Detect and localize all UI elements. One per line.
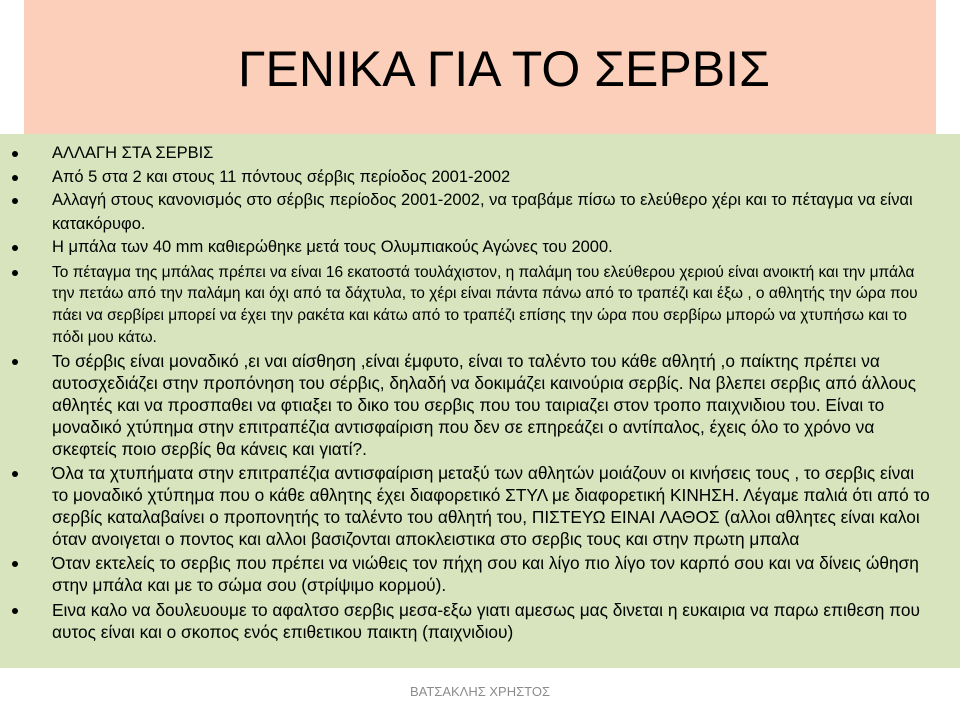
bullet-item <box>12 236 932 260</box>
slide-title: ΓΕΝΙΚΑ ΓΙΑ ΤΟ ΣΕΡΒΙΣ <box>238 41 770 97</box>
bullet-item <box>12 189 932 236</box>
bullet-item <box>12 600 932 644</box>
bullet-dot-icon <box>12 151 18 157</box>
bullet-text: Εινα καλο να δουλευουμε το αφαλτσο σερβις μεσα-εξω γιατι αμεσως μας δινεται η ευκαιρια να παρω επιθεση που αυτος είναι και ο σκοπος ενός επιθετικου παικτη (παιχνιδιου) <box>52 600 920 642</box>
bullet-text: Όταν εκτελείς το σερβις που πρέπει να νιώθεις τον πήχη σου και λίγο πιο λίγο τον καρπό σου και να δίνεις ώθηση στην μπάλα και με το σώμα σου (στρίψιμο κορμού). <box>52 553 919 596</box>
bullet-text: Αλλαγή στους κανονισμός στο σέρβις περίοδος 2001-2002, να τραβάμε πίσω το ελεύθερο χέρι και το πέταγμα να είναι κατακόρυφο. <box>52 191 913 233</box>
footer-author: ΒΑΤΣΑΚΛΗΣ ΧΡΗΣΤΟΣ <box>409 684 551 699</box>
bullet-item <box>12 166 932 190</box>
bullet-dot-icon <box>12 359 18 365</box>
bullet-text: Το πέταγμα της μπάλας πρέπει να είναι 16 εκατοστά τουλάχιστον, η παλάμη του ελεύθερου χεριού είναι ανοικτή και την μπάλα την πετάω από την παλάμη και όχι από τα δάχτυλα, το χέρι είναι πάντα πάνω από το τραπέζι και έξω , ο αθλητής την ώρα που πάει να σερβίρει μπορεί να έχει την ρακέτα και κάτω από το τραπέζι επίσης την ώρα που σερβίρω μπορώ να χτυπήσω και το πόδι μου κάτω. <box>52 263 918 346</box>
bullet-dot-icon <box>12 608 18 614</box>
bullet-item <box>12 553 932 597</box>
bullet-dot-icon <box>12 198 18 204</box>
bullet-dot-icon <box>12 561 18 567</box>
bullet-text: Από 5 στα 2 και στους 11 πόντους σέρβις περίοδος 2001-2002 <box>52 167 511 186</box>
bullet-text: Όλα τα χτυπήματα στην επιτραπέζια αντισφαίριση μεταξύ των αθλητών μοιάζουν οι κινήσεις τους , το σερβις είναι το μοναδικό χτύπημα που ο κάθε αθλητης έχει διαφορετικό ΣΤΥΛ με διαφορετική ΚΙΝΗΣΗ. Λέγαμε παλιά ότι από το σερβίς καταλαβαίνει ο προπονητής το ταλέντο του αθλητή του, ΠΙΣΤΕΥΩ ΕΙΝΑΙ ΛΑΘΟΣ (αλλοι αθλητες είναι καλοι όταν ανοιγεται ο ποντος και αλλοι βασιζονται αποκλειστικα στο σερβις τους και στην πρωτη μπαλα <box>52 463 930 549</box>
bullet-text: Το σέρβις είναι μοναδικό ,ει ναι αίσθηση ,είναι έμφυτο, είναι το ταλέντο του κάθε αθλητή ,ο παίκτης πρέπει να αυτοσχεδιάζει στην προπόνηση του σέρβις, δηλαδή να δοκιμάζει καινούρια σερβίς. Να βλεπει σερβις από άλλους αθλητές και να προσπαθει να φτιαξει το δικο του σερβις που του ταιριαζει στον τροπο παιχνιδιου του. Είναι το μοναδικό χτύπημα στην επιτραπέζια αντισφαίριση που δεν σε επηρεάζει ο αντίπαλος, έχεις όλο το χρόνο να σκεφτείς ποιο σερβίς θα κάνεις και γιατί?. <box>52 351 917 459</box>
bullet-item <box>12 463 932 550</box>
bullet-item <box>12 262 932 349</box>
bullet-item <box>12 142 932 166</box>
bullet-dot-icon <box>12 175 18 181</box>
content-panel <box>0 134 960 668</box>
bullet-text: Η μπάλα των 40 mm καθιερώθηκε μετά τους Ολυμπιακούς Αγώνες του 2000. <box>52 238 613 256</box>
bullet-text: ΑΛΛΑΓΗ ΣΤΑ ΣΕΡΒΙΣ <box>52 144 214 162</box>
bullet-dot-icon <box>12 270 18 276</box>
bullet-list <box>12 142 932 644</box>
title-panel <box>24 0 936 134</box>
bullet-dot-icon <box>12 245 18 251</box>
bullet-dot-icon <box>12 471 18 477</box>
bullet-item <box>12 351 932 460</box>
